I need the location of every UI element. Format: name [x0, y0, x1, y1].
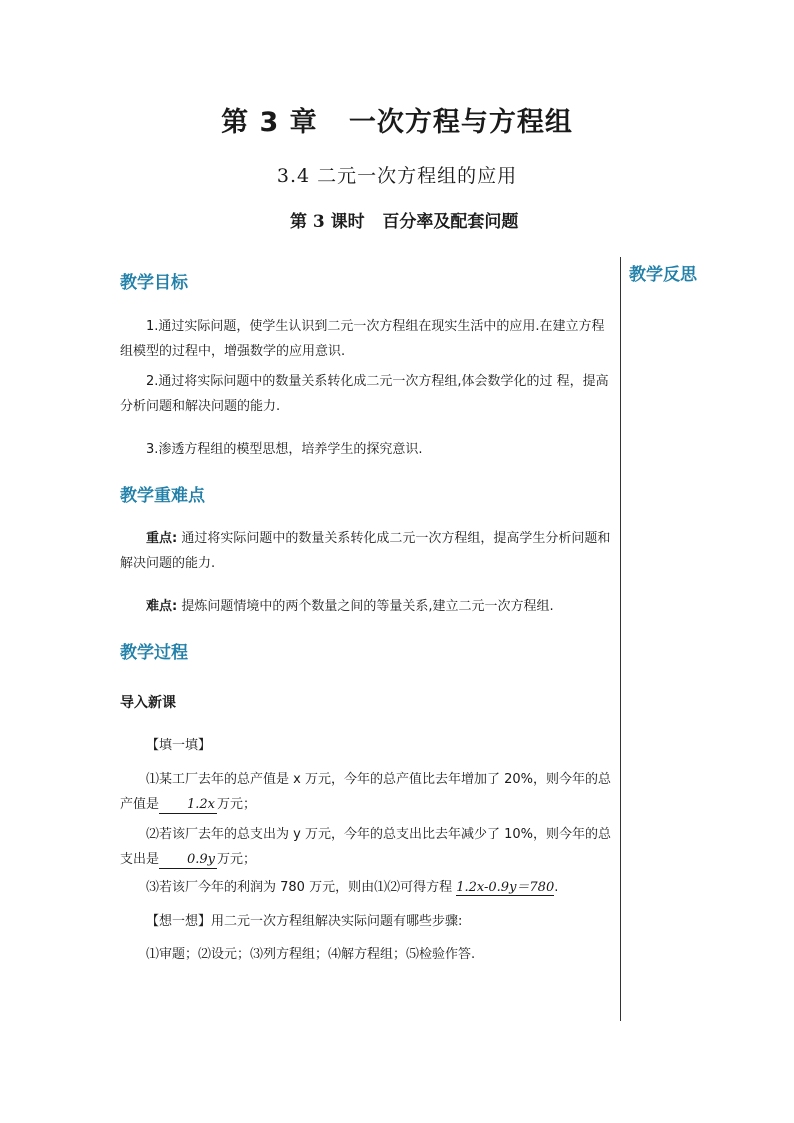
- question-2-answer: 0.9y: [159, 852, 217, 869]
- think-text: 用二元一次方程组解决实际问题有哪些步骤:: [211, 914, 463, 929]
- difficulty-text: 提炼问题情境中的两个数量之间的等量关系,建立二元一次方程组.: [177, 599, 554, 614]
- reflection-heading: 教学反思: [629, 265, 697, 285]
- process-heading: 教学过程: [120, 643, 188, 663]
- think-line: [146, 909, 462, 934]
- question-3-suffix: .: [554, 880, 559, 895]
- intro-heading: 导入新课: [120, 695, 176, 711]
- objectives-heading: 教学目标: [120, 273, 188, 293]
- question-1-text: ⑴某工厂去年的总产值是 x 万元，今年的总产值比去年增加了 20%，则今年的总产值是: [120, 772, 611, 812]
- key-point-label: 重点:: [146, 531, 178, 546]
- question-2-text: ⑵若该厂去年的总支出为 y 万元，今年的总支出比去年减少了 10%，则今年的总支出是: [120, 827, 611, 867]
- question-3-answer: 1.2x-0.9y＝780: [456, 880, 555, 895]
- difficulty-paragraph: [120, 594, 614, 619]
- question-2-suffix: 万元；: [217, 852, 257, 867]
- objective-item-1: 1.通过实际问题，使学生认识到二元一次方程组在现实生活中的应用.在建立方程组模型的过程中，增强数学的应用意识.: [120, 319, 605, 359]
- column-divider: [620, 257, 621, 1021]
- key-point-text: 通过将实际问题中的数量关系转化成二元一次方程组，提高学生分析问题和解决问题的能力.: [120, 531, 611, 571]
- lesson-title: 第 3 课时 百分率及配套问题: [290, 212, 519, 232]
- question-1-suffix: 万元；: [217, 797, 257, 812]
- section-title: 3.4 二元一次方程组的应用: [276, 165, 518, 187]
- fill-label: 【填一填】: [146, 738, 212, 753]
- chapter-title: 第 3 章 一次方程与方程组: [221, 107, 573, 138]
- question-1: [120, 767, 614, 817]
- key-point-paragraph: [120, 526, 614, 576]
- objective-item-2: 2.通过将实际问题中的数量关系转化成二元一次方程组,体会数学化的过 程，提高分析问题和解决问题的能力.: [120, 374, 609, 414]
- difficulty-label: 难点:: [146, 599, 178, 614]
- question-3-text: ⑶若该厂今年的利润为 780 万元，则由⑴⑵可得方程: [146, 880, 453, 895]
- question-2: [120, 822, 614, 872]
- question-3: [146, 875, 558, 900]
- key-points-heading: 教学重难点: [120, 486, 205, 506]
- objective-item-3: 3.渗透方程组的模型思想，培养学生的探究意识.: [146, 442, 423, 457]
- steps-line: ⑴审题；⑵设元；⑶列方程组；⑷解方程组；⑸检验作答.: [146, 947, 476, 962]
- think-label: 【想一想】: [146, 914, 212, 929]
- question-1-answer: 1.2x: [159, 797, 217, 814]
